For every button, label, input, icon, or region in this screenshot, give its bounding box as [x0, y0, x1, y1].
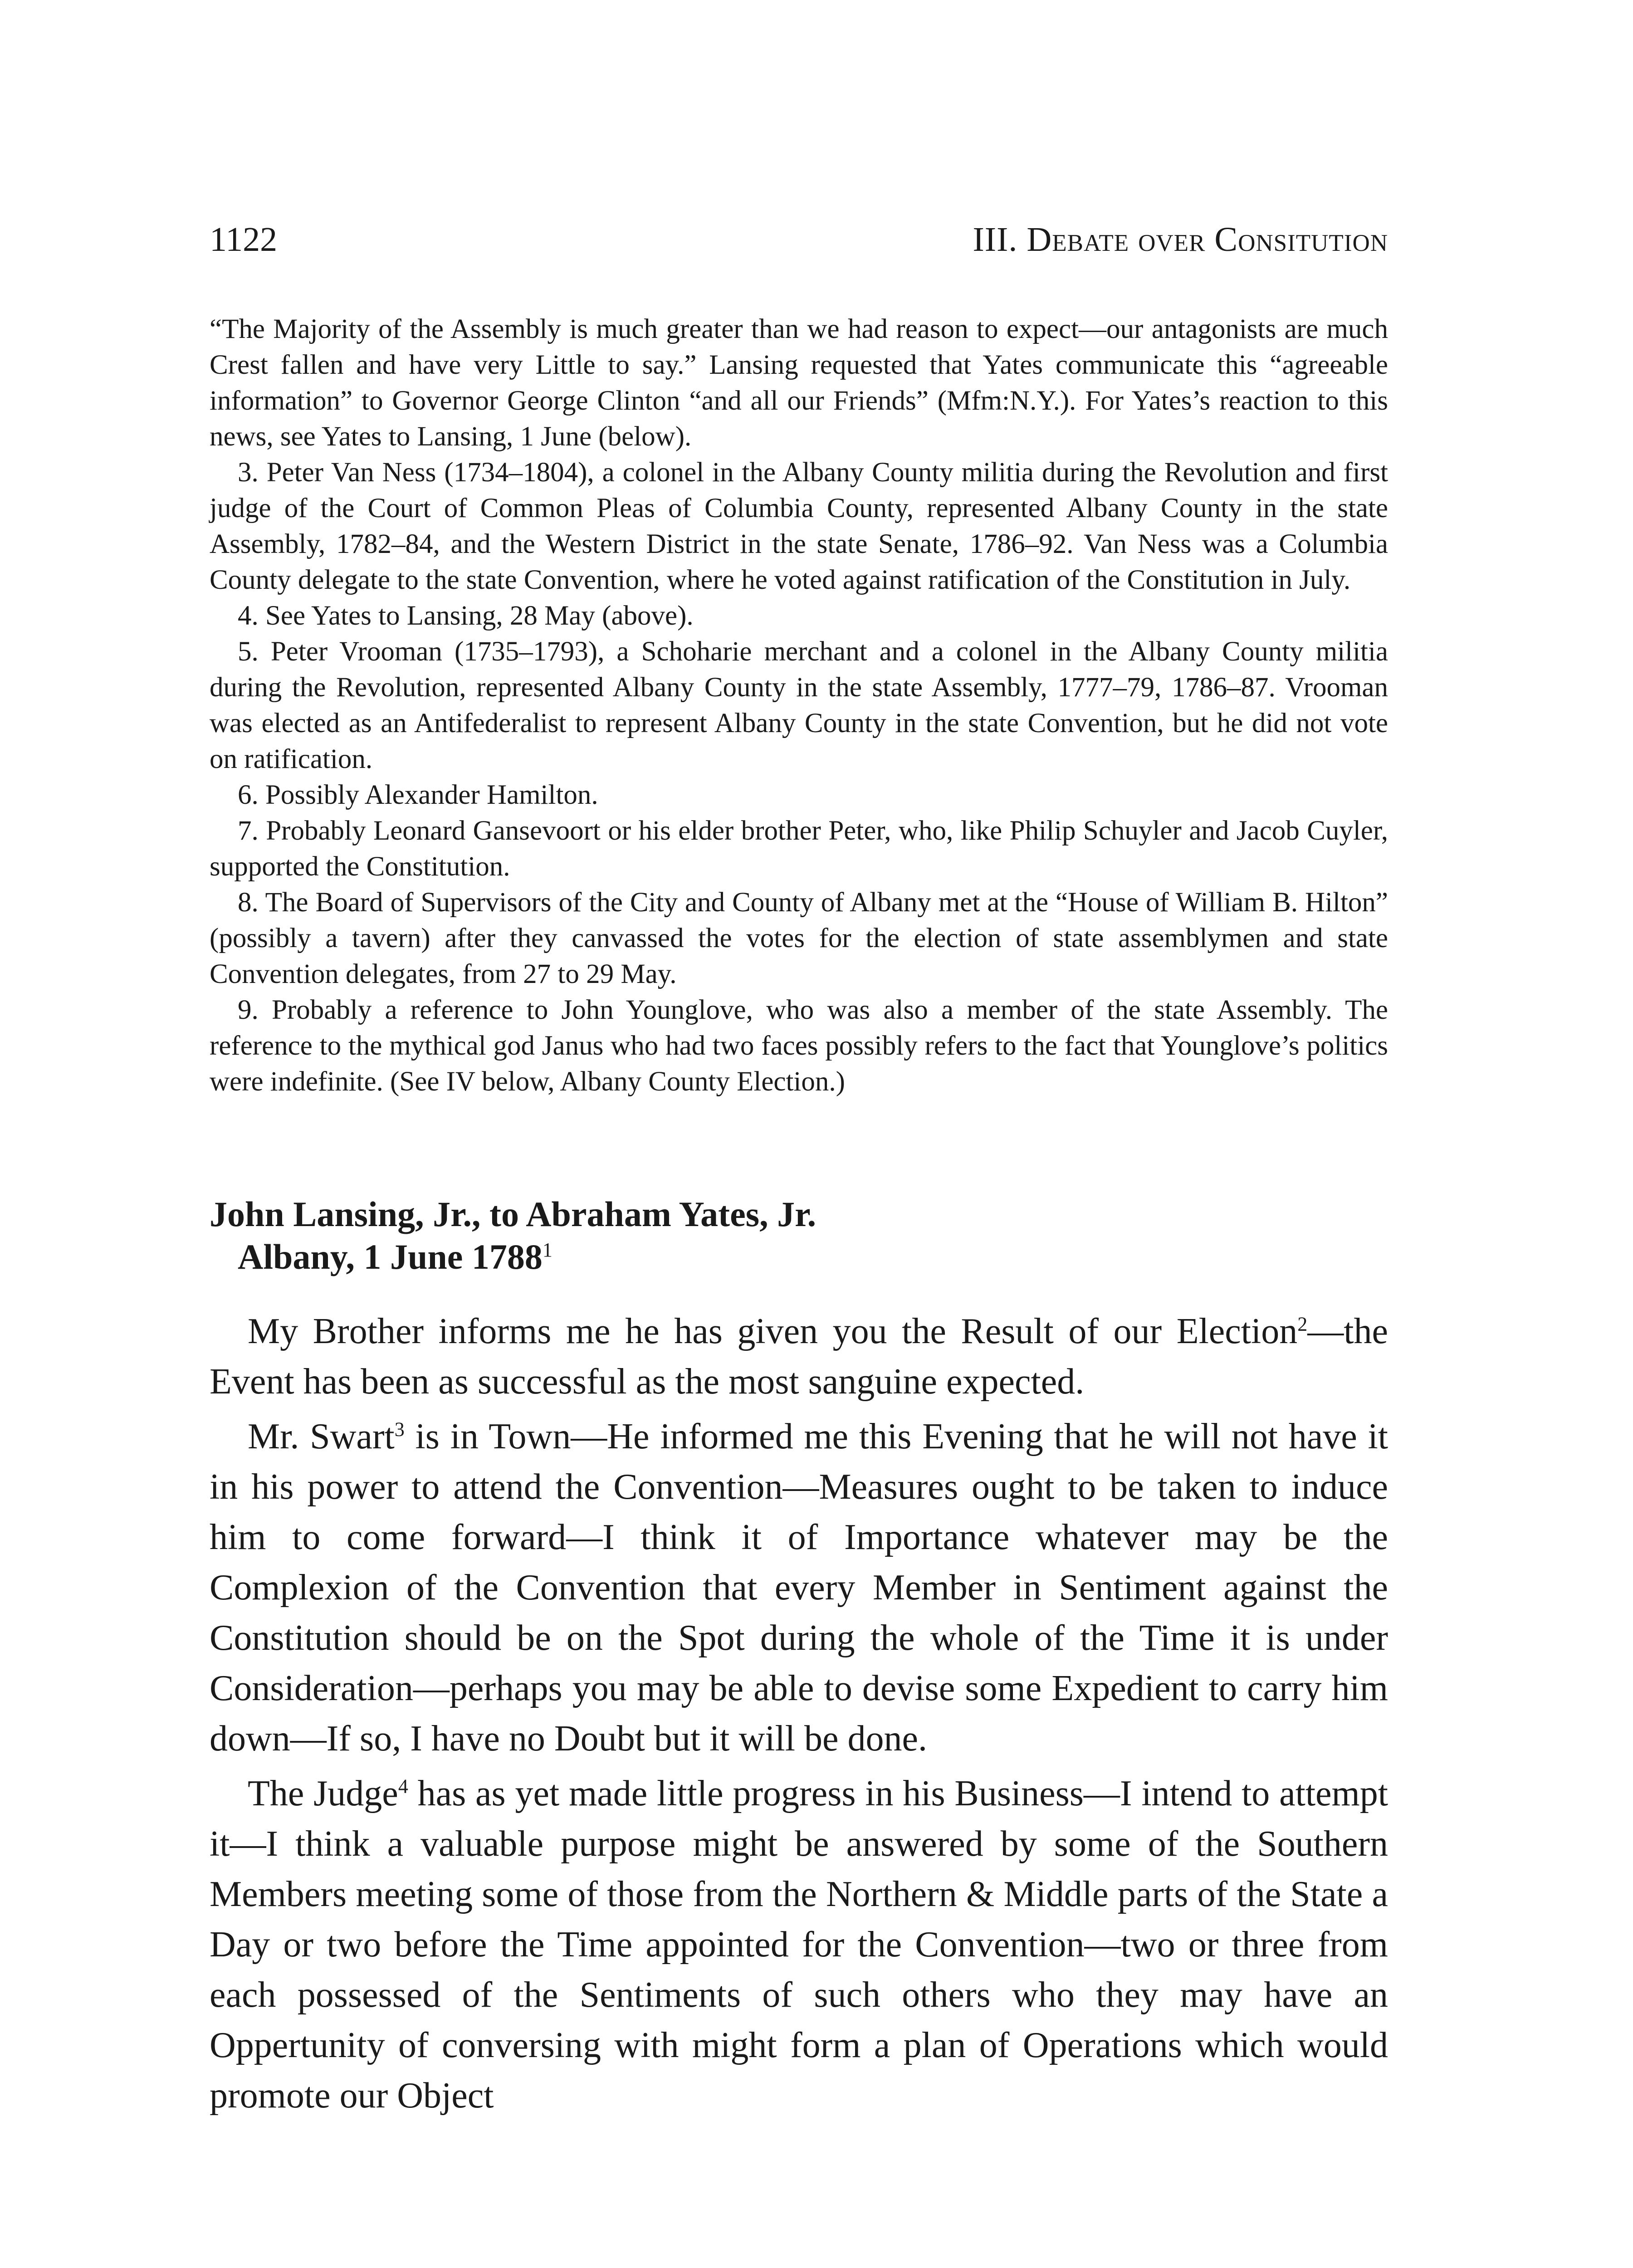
book-page: [210, 222, 1388, 2126]
paragraph-text: Mr. Swart: [248, 1417, 395, 1457]
footnotes: [210, 311, 1388, 1100]
letter-paragraph: [210, 1769, 1388, 2121]
document-heading-dateline: [210, 1236, 1388, 1278]
footnote-9: 9. Probably a reference to John Younglove, who was also a member of the state Assembly. The reference to the mythical god Janus who had two faces possibly refers to the fact that Younglove’s politics were indefinite. (See IV below, Albany County Election.): [210, 995, 1388, 1097]
footnote-8: 8. The Board of Supervisors of the City and County of Albany met at the “House of William B. Hilton” (possibly a tavern) after they canvassed the votes for the election of state assemblymen and state Convention delegates, from 27 to 29 May.: [210, 887, 1388, 989]
note-reference: 1: [542, 1239, 552, 1261]
footnote-6: 6. Possibly Alexander Hamilton.: [238, 780, 598, 810]
letter-paragraph: [210, 1412, 1388, 1764]
document-heading-title: John Lansing, Jr., to Abraham Yates, Jr.: [210, 1194, 816, 1234]
note-reference: 3: [394, 1418, 405, 1441]
footnote-4: 4. See Yates to Lansing, 28 May (above).: [238, 601, 694, 631]
document-heading: [210, 1193, 1388, 1278]
paragraph-text: —the Event has been as successful as the most sanguine expected.: [210, 1311, 1388, 1402]
paragraph-text: The Judge: [248, 1774, 398, 1813]
letter-body: [210, 1306, 1388, 2121]
note-reference: 2: [1297, 1313, 1308, 1335]
note-reference: 4: [398, 1775, 408, 1798]
dateline-text: Albany, 1 June 1788: [238, 1237, 543, 1276]
footnote-3: 3. Peter Van Ness (1734–1804), a colonel in the Albany County militia during the Revolution and first judge of the Court of Common Pleas of Columbia County, represented Albany County in the state Assembly, 1782–84, and the Western District in the state Senate, 1786–92. Van Ness was a Columbia County delegate to the state Convention, where he voted against ratification of the Constitution in July.: [210, 457, 1388, 595]
page-number: 1122: [210, 220, 278, 259]
running-head: [210, 222, 1388, 257]
footnote-7: 7. Probably Leonard Gansevoort or his elder brother Peter, who, like Philip Schuyler and Jacob Cuyler, supported the Constitution.: [210, 816, 1388, 882]
paragraph-text: is in Town—He informed me this Evening that he will not have it in his power to attend the Convention—Measures ought to be taken to induce him to come forward—I think it of Importance whatever may be the Complexion of the Convention that every Member in Sentiment against the Constitution should be on the Spot during the whole of the Time it is under Consideration—perhaps you may be able to devise some Expedient to carry him down—If so, I have no Doubt but it will be done.: [210, 1417, 1389, 1759]
paragraph-text: has as yet made little progress in his Business—I intend to attempt it—I think a valuable purpose might be answered by some of the Southern Members meeting some of those from the Northern & Middle parts of the State a Day or two before the Time appointed for the Convention—two or three from each possessed of the Sentiments of such others who they may have an Oppertunity of conversing with might form a plan of Operations which would promote our Object: [210, 1774, 1389, 2116]
footnote-5: 5. Peter Vrooman (1735–1793), a Schoharie merchant and a colonel in the Albany County militia during the Revolution, represented Albany County in the state Assembly, 1777–79, 1786–87. Vrooman was elected as an Antifederalist to represent Albany County in the state Convention, but he did not vote on ratification.: [210, 636, 1388, 774]
letter-paragraph: [210, 1306, 1388, 1407]
footnote-continuation: “The Majority of the Assembly is much greater than we had reason to expect—our antagonists are much Crest fallen and have very Little to say.” Lansing requested that Yates communicate this “agreeable information” to Governor George Clinton “and all our Friends” (Mfm:N.Y.). For Yates’s reaction to this news, see Yates to Lansing, 1 June (below).: [210, 314, 1388, 452]
section-title: III. Debate over Consitution: [973, 220, 1388, 259]
paragraph-text: My Brother informs me he has given you the Result of our Election: [248, 1311, 1298, 1351]
